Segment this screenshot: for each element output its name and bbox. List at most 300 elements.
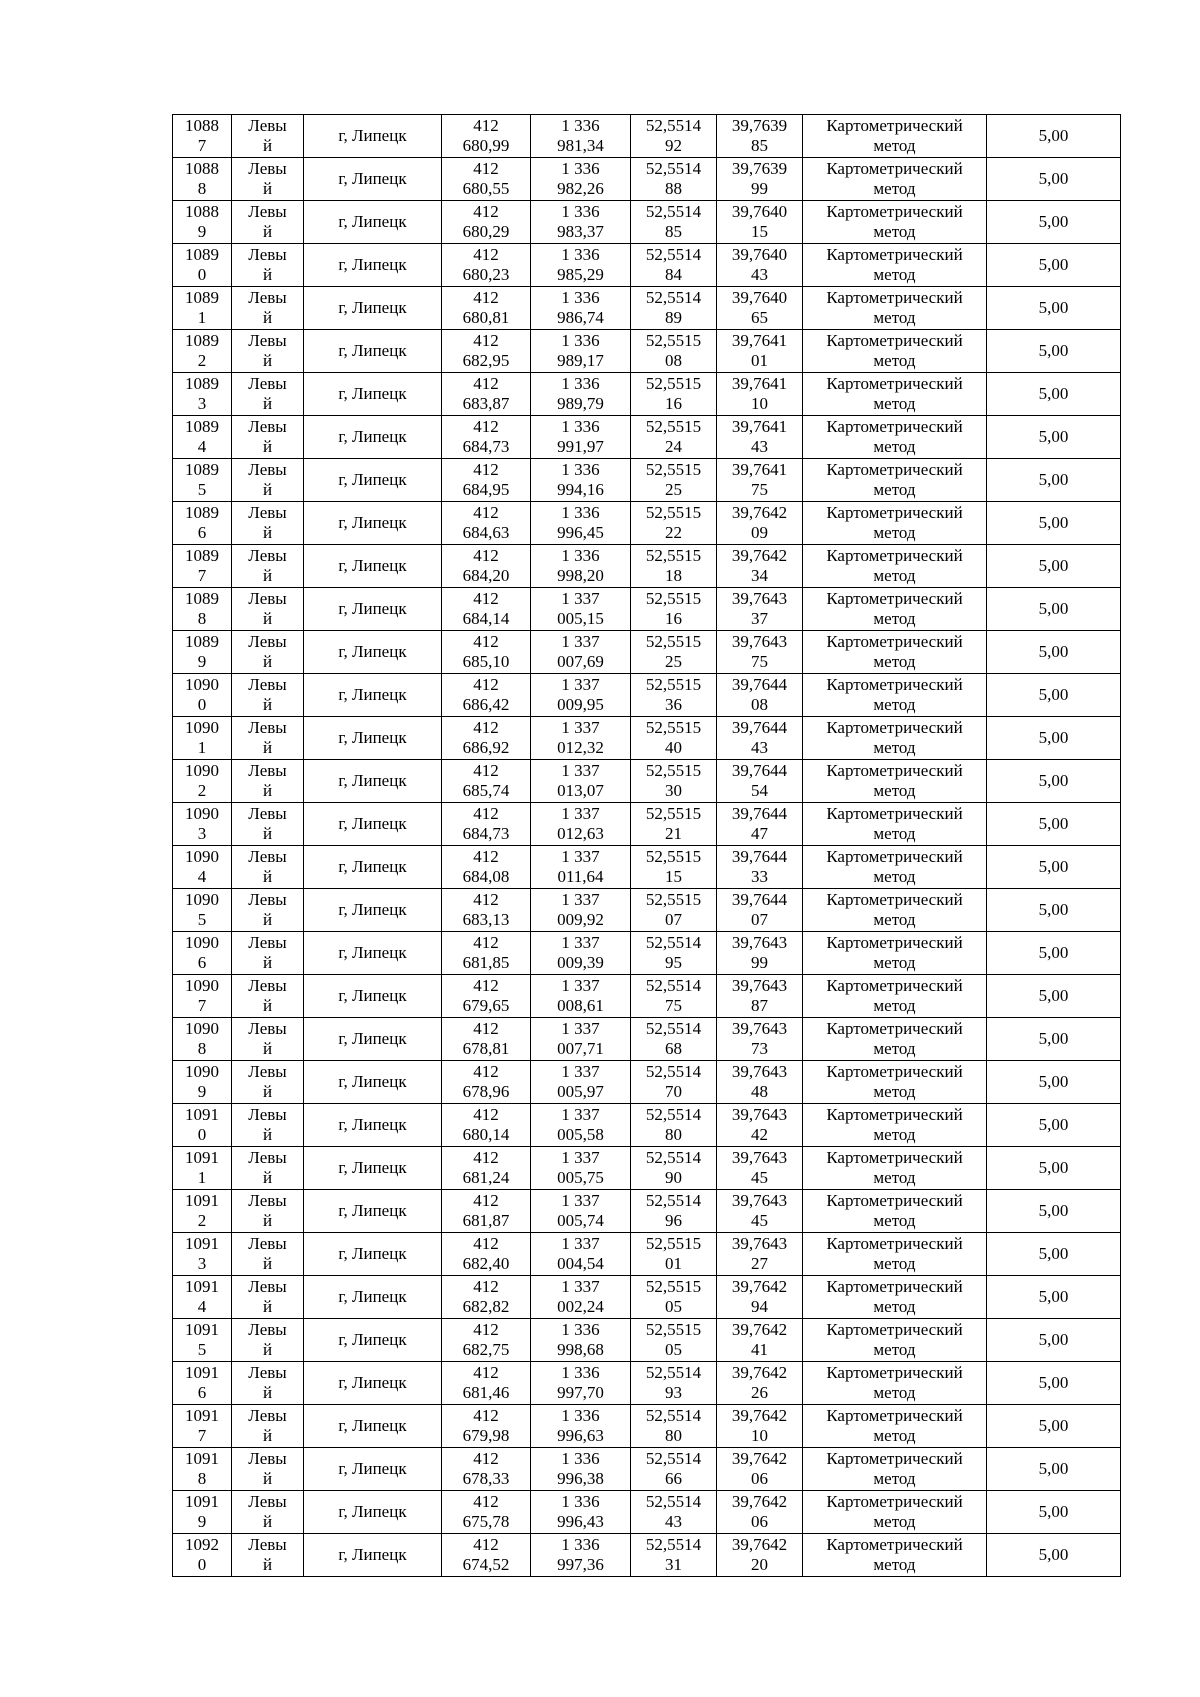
- coord-y-cell: [531, 330, 631, 373]
- coord-y-cell: [531, 1362, 631, 1405]
- longitude-cell: [717, 889, 803, 932]
- city-cell: г, Липецк: [304, 201, 442, 244]
- side-cell-line: й: [262, 1512, 273, 1531]
- coord-x-cell: [442, 287, 531, 330]
- side-cell-line: Левы: [248, 202, 287, 221]
- latitude-cell-line: 80: [665, 1426, 682, 1445]
- latitude-cell-line: 75: [665, 996, 682, 1015]
- side-cell: [232, 803, 304, 846]
- coord-x-cell: [442, 1319, 531, 1362]
- method-cell-line: метод: [873, 1383, 916, 1402]
- side-cell-line: й: [262, 1211, 273, 1230]
- city-cell: г, Липецк: [304, 158, 442, 201]
- coord-y-cell-line: 007,69: [557, 652, 604, 671]
- latitude-cell: [631, 373, 717, 416]
- longitude-cell-line: 39,7643: [731, 1148, 788, 1167]
- longitude-cell-line: 54: [751, 781, 768, 800]
- point-number-cell-line: 2: [197, 1211, 207, 1230]
- point-number-cell-line: 0: [197, 1125, 207, 1144]
- table-row: [173, 846, 1121, 889]
- side-cell-line: Левы: [248, 460, 287, 479]
- latitude-cell-line: 52,5515: [645, 804, 702, 823]
- coord-y-cell-line: 1 337: [561, 1191, 600, 1210]
- latitude-cell-line: 52,5514: [645, 1492, 702, 1511]
- point-number-cell-line: 7: [197, 136, 207, 155]
- side-cell: [232, 717, 304, 760]
- latitude-cell: [631, 631, 717, 674]
- point-number-cell-line: 9: [197, 1082, 207, 1101]
- table-row: [173, 373, 1121, 416]
- coord-x-cell-line: 680,55: [462, 179, 510, 198]
- latitude-cell: [631, 545, 717, 588]
- side-cell-line: Левы: [248, 632, 287, 651]
- point-number-cell-line: 6: [197, 1383, 207, 1402]
- table-row: [173, 545, 1121, 588]
- coord-x-cell-line: 412: [473, 890, 499, 909]
- coord-y-cell-line: 012,63: [557, 824, 604, 843]
- longitude-cell: [717, 1491, 803, 1534]
- side-cell: [232, 201, 304, 244]
- point-number-cell-line: 6: [197, 953, 207, 972]
- coord-x-cell-line: 678,33: [462, 1469, 510, 1488]
- method-cell-line: Картометрический: [826, 1406, 963, 1425]
- longitude-cell-line: 75: [751, 652, 768, 671]
- side-cell-line: Левы: [248, 933, 287, 952]
- table-row: [173, 1104, 1121, 1147]
- city-cell: г, Липецк: [304, 1405, 442, 1448]
- latitude-cell-line: 15: [665, 867, 682, 886]
- point-number-cell-line: 5: [197, 1340, 207, 1359]
- longitude-cell-line: 39,7641: [731, 374, 788, 393]
- longitude-cell: [717, 803, 803, 846]
- longitude-cell-line: 15: [751, 222, 768, 241]
- method-cell-line: Картометрический: [826, 460, 963, 479]
- latitude-cell: [631, 803, 717, 846]
- method-cell: [803, 158, 987, 201]
- longitude-cell: [717, 932, 803, 975]
- coord-x-cell: [442, 1018, 531, 1061]
- coord-x-cell-line: 682,75: [462, 1340, 510, 1359]
- side-cell-line: Левы: [248, 503, 287, 522]
- point-number-cell-line: 1089: [185, 245, 219, 264]
- latitude-cell: [631, 846, 717, 889]
- method-cell: [803, 803, 987, 846]
- latitude-cell-line: 52,5514: [645, 159, 702, 178]
- method-cell-line: метод: [873, 1340, 916, 1359]
- coord-y-cell: [531, 717, 631, 760]
- latitude-cell-line: 30: [665, 781, 682, 800]
- method-cell-line: метод: [873, 910, 916, 929]
- coord-x-cell-line: 680,29: [462, 222, 510, 241]
- point-number-cell-line: 1089: [185, 417, 219, 436]
- table-row: [173, 889, 1121, 932]
- longitude-cell: [717, 674, 803, 717]
- latitude-cell-line: 52,5514: [645, 1449, 702, 1468]
- longitude-cell: [717, 115, 803, 158]
- method-cell: [803, 201, 987, 244]
- point-number-cell-line: 1092: [185, 1535, 219, 1554]
- point-number-cell-line: 3: [197, 824, 207, 843]
- method-cell-line: Картометрический: [826, 632, 963, 651]
- table-row: [173, 1534, 1121, 1577]
- coord-y-cell-line: 983,37: [557, 222, 604, 241]
- side-cell-line: Левы: [248, 1019, 287, 1038]
- point-number-cell-line: 3: [197, 1254, 207, 1273]
- latitude-cell-line: 25: [665, 652, 682, 671]
- point-number-cell: [173, 1534, 232, 1577]
- latitude-cell: [631, 459, 717, 502]
- latitude-cell-line: 52,5514: [645, 1019, 702, 1038]
- coord-y-cell: [531, 1147, 631, 1190]
- latitude-cell-line: 93: [665, 1383, 682, 1402]
- method-cell-line: метод: [873, 265, 916, 284]
- latitude-cell: [631, 1534, 717, 1577]
- coord-y-cell: [531, 803, 631, 846]
- point-number-cell: [173, 545, 232, 588]
- longitude-cell-line: 39,7643: [731, 589, 788, 608]
- city-cell: г, Липецк: [304, 975, 442, 1018]
- table-row: [173, 588, 1121, 631]
- method-cell: [803, 287, 987, 330]
- coord-x-cell: [442, 760, 531, 803]
- accuracy-cell: 5,00: [987, 1147, 1121, 1190]
- point-number-cell-line: 1091: [185, 1234, 219, 1253]
- coord-x-cell: [442, 416, 531, 459]
- coord-x-cell: [442, 545, 531, 588]
- latitude-cell-line: 52,5515: [645, 1277, 702, 1296]
- coord-y-cell: [531, 1319, 631, 1362]
- coord-y-cell-line: 1 337: [561, 1105, 600, 1124]
- longitude-cell-line: 45: [751, 1168, 768, 1187]
- method-cell-line: Картометрический: [826, 933, 963, 952]
- coord-y-cell-line: 1 337: [561, 890, 600, 909]
- coord-y-cell-line: 004,54: [557, 1254, 604, 1273]
- accuracy-cell: 5,00: [987, 1362, 1121, 1405]
- coord-y-cell-line: 998,68: [557, 1340, 604, 1359]
- method-cell: [803, 1448, 987, 1491]
- method-cell-line: Картометрический: [826, 116, 963, 135]
- coord-x-cell-line: 412: [473, 933, 499, 952]
- longitude-cell-line: 39,7642: [731, 1363, 788, 1382]
- latitude-cell-line: 01: [665, 1254, 682, 1273]
- method-cell-line: метод: [873, 1039, 916, 1058]
- latitude-cell-line: 31: [665, 1555, 682, 1574]
- latitude-cell-line: 92: [665, 136, 682, 155]
- table-row: [173, 674, 1121, 717]
- latitude-cell-line: 70: [665, 1082, 682, 1101]
- table-row: [173, 502, 1121, 545]
- point-number-cell-line: 1089: [185, 460, 219, 479]
- coord-y-cell: [531, 416, 631, 459]
- city-cell: г, Липецк: [304, 416, 442, 459]
- latitude-cell-line: 07: [665, 910, 682, 929]
- coord-y-cell-line: 1 336: [561, 288, 600, 307]
- coord-y-cell-line: 1 336: [561, 1363, 600, 1382]
- table-row: [173, 975, 1121, 1018]
- latitude-cell-line: 52,5514: [645, 245, 702, 264]
- coord-y-cell-line: 005,74: [557, 1211, 604, 1230]
- longitude-cell: [717, 1061, 803, 1104]
- side-cell-line: й: [262, 1383, 273, 1402]
- side-cell-line: Левы: [248, 589, 287, 608]
- method-cell-line: Картометрический: [826, 761, 963, 780]
- latitude-cell-line: 89: [665, 308, 682, 327]
- city-cell: г, Липецк: [304, 1534, 442, 1577]
- table-row: [173, 287, 1121, 330]
- latitude-cell: [631, 932, 717, 975]
- side-cell-line: й: [262, 1039, 273, 1058]
- side-cell-line: Левы: [248, 1449, 287, 1468]
- point-number-cell: [173, 1190, 232, 1233]
- longitude-cell: [717, 1319, 803, 1362]
- method-cell: [803, 588, 987, 631]
- longitude-cell-line: 39,7644: [731, 675, 788, 694]
- method-cell-line: Картометрический: [826, 159, 963, 178]
- longitude-cell-line: 39,7644: [731, 890, 788, 909]
- coord-x-cell-line: 412: [473, 847, 499, 866]
- coord-y-cell-line: 005,75: [557, 1168, 604, 1187]
- latitude-cell-line: 52,5515: [645, 417, 702, 436]
- point-number-cell-line: 7: [197, 996, 207, 1015]
- side-cell: [232, 1190, 304, 1233]
- latitude-cell-line: 52,5515: [645, 675, 702, 694]
- table-row: [173, 201, 1121, 244]
- side-cell-line: Левы: [248, 1191, 287, 1210]
- latitude-cell-line: 16: [665, 394, 682, 413]
- coord-y-cell: [531, 1061, 631, 1104]
- coord-x-cell-line: 412: [473, 546, 499, 565]
- longitude-cell: [717, 1276, 803, 1319]
- point-number-cell-line: 1090: [185, 718, 219, 737]
- method-cell-line: Картометрический: [826, 1320, 963, 1339]
- accuracy-cell: 5,00: [987, 1405, 1121, 1448]
- longitude-cell: [717, 287, 803, 330]
- accuracy-cell: 5,00: [987, 416, 1121, 459]
- coord-y-cell-line: 989,79: [557, 394, 604, 413]
- accuracy-cell: 5,00: [987, 588, 1121, 631]
- latitude-cell-line: 52,5515: [645, 1320, 702, 1339]
- method-cell-line: Картометрический: [826, 1449, 963, 1468]
- point-number-cell: [173, 631, 232, 674]
- city-cell: г, Липецк: [304, 1018, 442, 1061]
- latitude-cell-line: 52,5515: [645, 761, 702, 780]
- latitude-cell: [631, 1104, 717, 1147]
- method-cell-line: метод: [873, 308, 916, 327]
- coord-y-cell-line: 1 336: [561, 331, 600, 350]
- coord-y-cell: [531, 1018, 631, 1061]
- latitude-cell: [631, 502, 717, 545]
- coord-y-cell-line: 1 337: [561, 718, 600, 737]
- longitude-cell-line: 39,7644: [731, 718, 788, 737]
- side-cell-line: й: [262, 781, 273, 800]
- accuracy-cell: 5,00: [987, 975, 1121, 1018]
- side-cell-line: Левы: [248, 546, 287, 565]
- coord-y-cell-line: 991,97: [557, 437, 604, 456]
- side-cell-line: й: [262, 652, 273, 671]
- coord-x-cell-line: 412: [473, 503, 499, 522]
- table-row: [173, 244, 1121, 287]
- coord-y-cell: [531, 1233, 631, 1276]
- method-cell: [803, 717, 987, 760]
- point-number-cell-line: 1088: [185, 159, 219, 178]
- point-number-cell: [173, 416, 232, 459]
- table-row: [173, 631, 1121, 674]
- longitude-cell: [717, 502, 803, 545]
- coord-y-cell-line: 005,15: [557, 609, 604, 628]
- method-cell-line: метод: [873, 1426, 916, 1445]
- coord-x-cell-line: 412: [473, 1191, 499, 1210]
- coord-x-cell-line: 412: [473, 1234, 499, 1253]
- coord-x-cell-line: 684,73: [462, 824, 510, 843]
- side-cell: [232, 545, 304, 588]
- latitude-cell: [631, 1491, 717, 1534]
- side-cell-line: й: [262, 1254, 273, 1273]
- coord-y-cell: [531, 674, 631, 717]
- longitude-cell-line: 39,7642: [731, 1492, 788, 1511]
- method-cell: [803, 502, 987, 545]
- point-number-cell-line: 8: [197, 609, 207, 628]
- latitude-cell: [631, 1018, 717, 1061]
- point-number-cell: [173, 330, 232, 373]
- side-cell-line: й: [262, 480, 273, 499]
- point-number-cell-line: 8: [197, 1469, 207, 1488]
- side-cell-line: Левы: [248, 847, 287, 866]
- coord-x-cell-line: 683,13: [462, 910, 510, 929]
- latitude-cell: [631, 674, 717, 717]
- table-row: [173, 1276, 1121, 1319]
- longitude-cell-line: 41: [751, 1340, 768, 1359]
- side-cell-line: Левы: [248, 1234, 287, 1253]
- method-cell: [803, 1405, 987, 1448]
- coord-y-cell-line: 1 337: [561, 847, 600, 866]
- point-number-cell-line: 1091: [185, 1406, 219, 1425]
- city-cell: г, Липецк: [304, 846, 442, 889]
- method-cell: [803, 1491, 987, 1534]
- side-cell-line: Левы: [248, 1105, 287, 1124]
- longitude-cell: [717, 1362, 803, 1405]
- coord-y-cell-line: 1 336: [561, 546, 600, 565]
- method-cell: [803, 1147, 987, 1190]
- longitude-cell-line: 39,7640: [731, 245, 788, 264]
- coord-x-cell: [442, 330, 531, 373]
- coord-y-cell-line: 1 337: [561, 1148, 600, 1167]
- coord-x-cell-line: 681,46: [462, 1383, 510, 1402]
- side-cell-line: Левы: [248, 718, 287, 737]
- point-number-cell-line: 1090: [185, 890, 219, 909]
- coord-x-cell: [442, 1448, 531, 1491]
- method-cell-line: метод: [873, 609, 916, 628]
- point-number-cell-line: 1089: [185, 374, 219, 393]
- latitude-cell-line: 52,5515: [645, 718, 702, 737]
- coord-y-cell: [531, 588, 631, 631]
- longitude-cell-line: 08: [751, 695, 768, 714]
- point-number-cell-line: 1091: [185, 1148, 219, 1167]
- coord-y-cell-line: 996,45: [557, 523, 604, 542]
- method-cell: [803, 1018, 987, 1061]
- coord-y-cell: [531, 115, 631, 158]
- side-cell-line: Левы: [248, 245, 287, 264]
- coord-y-cell: [531, 1534, 631, 1577]
- point-number-cell-line: 1090: [185, 804, 219, 823]
- city-cell: г, Липецк: [304, 1276, 442, 1319]
- point-number-cell: [173, 158, 232, 201]
- method-cell-line: Картометрический: [826, 1019, 963, 1038]
- method-cell-line: Картометрический: [826, 1277, 963, 1296]
- method-cell-line: Картометрический: [826, 1148, 963, 1167]
- longitude-cell-line: 73: [751, 1039, 768, 1058]
- method-cell: [803, 846, 987, 889]
- longitude-cell-line: 37: [751, 609, 768, 628]
- point-number-cell-line: 0: [197, 695, 207, 714]
- longitude-cell: [717, 846, 803, 889]
- accuracy-cell: 5,00: [987, 1018, 1121, 1061]
- longitude-cell: [717, 545, 803, 588]
- point-number-cell-line: 1090: [185, 976, 219, 995]
- point-number-cell-line: 1088: [185, 202, 219, 221]
- side-cell-line: й: [262, 351, 273, 370]
- coord-x-cell-line: 685,10: [462, 652, 510, 671]
- city-cell: г, Липецк: [304, 244, 442, 287]
- method-cell-line: Картометрический: [826, 1234, 963, 1253]
- latitude-cell-line: 95: [665, 953, 682, 972]
- side-cell: [232, 932, 304, 975]
- method-cell-line: метод: [873, 222, 916, 241]
- latitude-cell-line: 52,5515: [645, 890, 702, 909]
- latitude-cell: [631, 588, 717, 631]
- table-row: [173, 1233, 1121, 1276]
- coord-x-cell-line: 682,40: [462, 1254, 510, 1273]
- coord-y-cell-line: 1 336: [561, 1406, 600, 1425]
- coord-y-cell: [531, 502, 631, 545]
- coord-x-cell-line: 685,74: [462, 781, 510, 800]
- side-cell: [232, 1362, 304, 1405]
- method-cell-line: Картометрический: [826, 675, 963, 694]
- accuracy-cell: 5,00: [987, 201, 1121, 244]
- accuracy-cell: 5,00: [987, 760, 1121, 803]
- table-row: [173, 1061, 1121, 1104]
- latitude-cell: [631, 1190, 717, 1233]
- longitude-cell-line: 10: [751, 1426, 768, 1445]
- coord-x-cell: [442, 1405, 531, 1448]
- longitude-cell-line: 39,7642: [731, 1277, 788, 1296]
- city-cell: г, Липецк: [304, 1319, 442, 1362]
- coord-y-cell: [531, 932, 631, 975]
- latitude-cell-line: 66: [665, 1469, 682, 1488]
- method-cell-line: Картометрический: [826, 331, 963, 350]
- coord-x-cell: [442, 1491, 531, 1534]
- coord-y-cell-line: 1 337: [561, 933, 600, 952]
- point-number-cell: [173, 889, 232, 932]
- side-cell-line: й: [262, 824, 273, 843]
- coord-y-cell: [531, 244, 631, 287]
- city-cell: г, Липецк: [304, 459, 442, 502]
- city-cell: г, Липецк: [304, 373, 442, 416]
- point-number-cell-line: 1091: [185, 1449, 219, 1468]
- city-cell: г, Липецк: [304, 330, 442, 373]
- method-cell-line: Картометрический: [826, 1363, 963, 1382]
- point-number-cell: [173, 1319, 232, 1362]
- table-row: [173, 1405, 1121, 1448]
- coord-y-cell: [531, 1104, 631, 1147]
- coord-x-cell: [442, 1276, 531, 1319]
- method-cell-line: Картометрический: [826, 589, 963, 608]
- coord-y-cell: [531, 889, 631, 932]
- method-cell: [803, 416, 987, 459]
- coord-y-cell-line: 1 337: [561, 1234, 600, 1253]
- longitude-cell-line: 87: [751, 996, 768, 1015]
- point-number-cell-line: 1091: [185, 1105, 219, 1124]
- coord-y-cell: [531, 287, 631, 330]
